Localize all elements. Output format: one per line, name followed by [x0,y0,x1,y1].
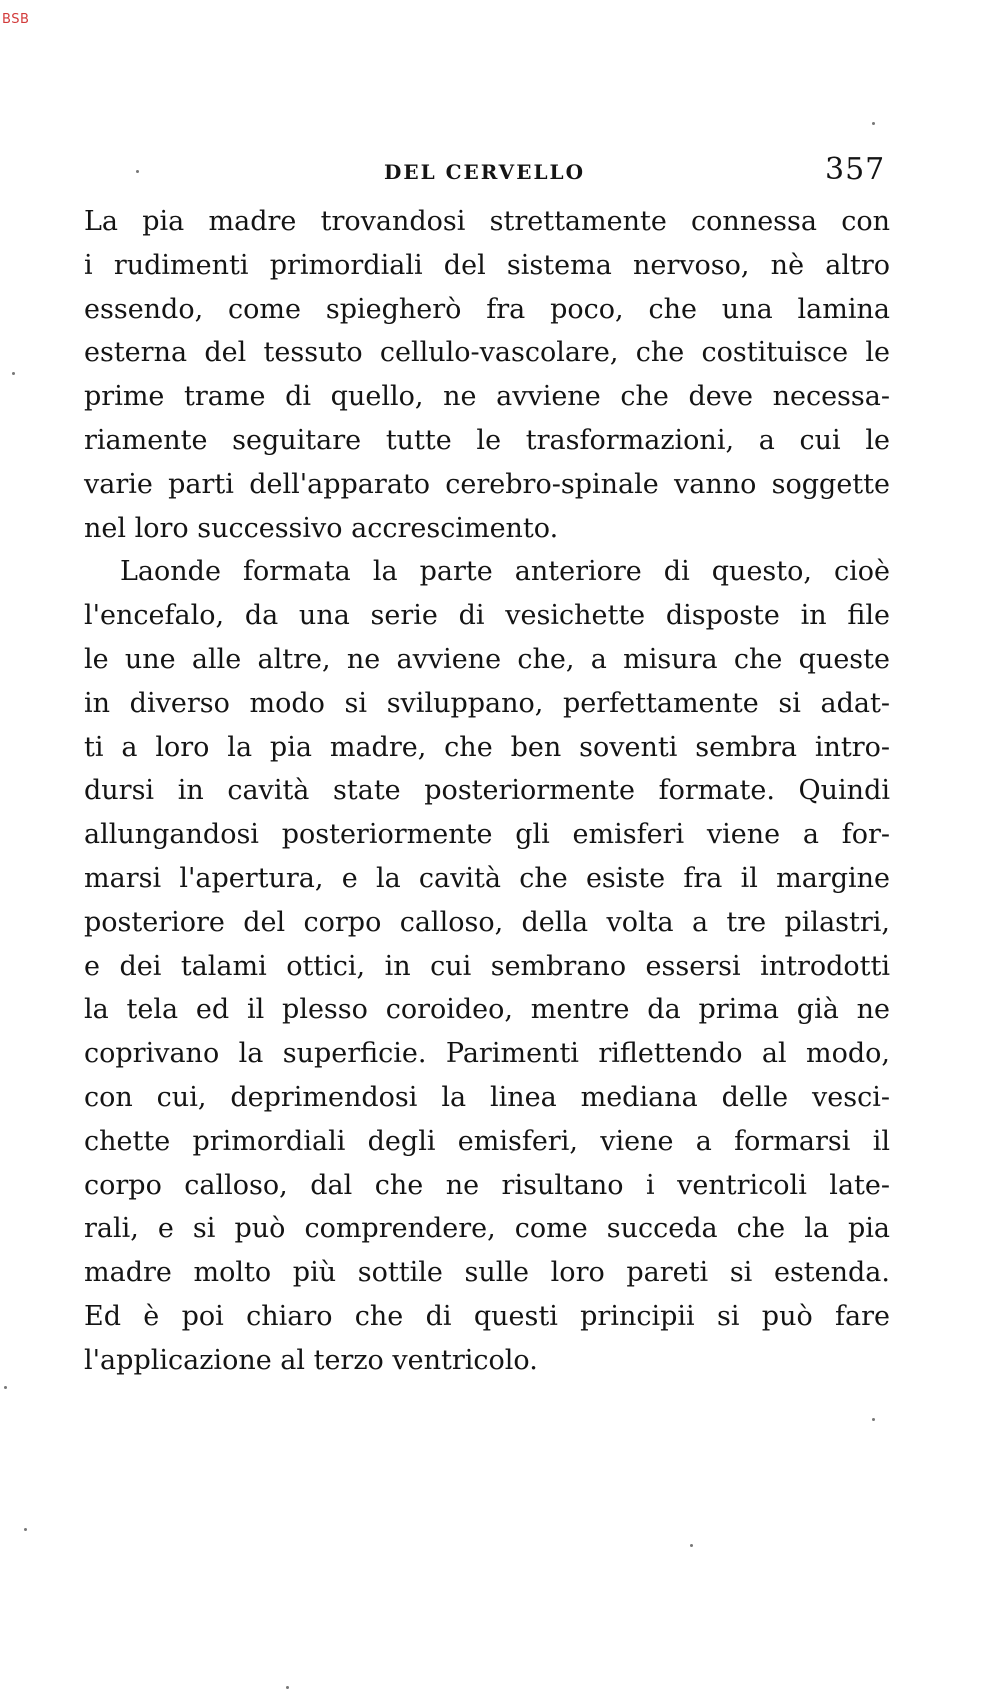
running-head: DEL CERVELLO [384,160,585,184]
text-line: allungandosi posteriormente gli emisferi viene a for- [84,819,890,851]
paragraph-1 [84,200,890,550]
text-line: ti a loro la pia madre, che ben soventi sembra intro- [84,731,890,763]
page-header [0,152,1000,200]
paragraph-2 [84,550,890,1382]
text-line: varie parti dell'apparato cerebro-spinale vanno soggette [84,468,890,500]
text-line: dursi in cavità state posteriormente formate. Quindi [84,775,890,807]
text-line: essendo, come spiegherò fra poco, che una lamina [84,293,890,325]
scan-speck [4,1386,7,1389]
scan-speck [12,372,15,375]
text-line: la tela ed il plesso coroideo, mentre da prima già ne [84,994,890,1026]
text-line: le une alle altre, ne avviene che, a misura che queste [84,643,890,675]
text-line: nel loro successivo accrescimento. [84,512,559,544]
scan-speck [872,1418,875,1421]
text-line: marsi l'apertura, e la cavità che esiste fra il margine [84,862,890,894]
page-number: 357 [825,152,886,187]
text-line: in diverso modo si sviluppano, perfettamente si adat- [84,687,890,719]
scan-speck [872,122,875,125]
text-line: e dei talami ottici, in cui sembrano essersi introdotti [84,950,890,982]
text-line: corpo calloso, dal che ne risultano i ventricoli late- [84,1169,890,1201]
text-line: coprivano la superficie. Parimenti riflettendo al modo, [84,1038,890,1070]
text-line: i rudimenti primordiali del sistema nervoso, nè altro [84,249,890,281]
scan-speck [286,1686,289,1689]
text-line: chette primordiali degli emisferi, viene a formarsi il [84,1125,890,1157]
text-line: prime trame di quello, ne avviene che deve necessa- [84,381,890,413]
body-text [84,200,890,1383]
scan-speck [24,1528,27,1531]
text-line: Laonde formata la parte anteriore di questo, cioè [120,556,890,588]
text-line: esterna del tessuto cellulo-vascolare, che costituisce le [84,337,890,369]
text-line: La pia madre trovandosi strettamente connessa con [84,206,890,237]
text-line: posteriore del corpo calloso, della volta a tre pilastri, [84,906,890,938]
text-line: riamente seguitare tutte le trasformazioni, a cui le [84,424,890,456]
scan-speck [690,1544,693,1547]
text-line: l'applicazione al terzo ventricolo. [84,1344,538,1376]
text-line: madre molto più sottile sulle loro pareti si estenda. [84,1257,890,1289]
scan-speck [136,170,139,173]
text-line: rali, e si può comprendere, come succeda che la pia [84,1213,890,1245]
text-line: l'encefalo, da una serie di vesichette disposte in file [84,600,890,632]
text-line: con cui, deprimendosi la linea mediana delle vesci- [84,1081,890,1113]
text-line: Ed è poi chiaro che di questi principii si può fare [84,1300,890,1332]
library-stamp: BSB [2,12,30,27]
